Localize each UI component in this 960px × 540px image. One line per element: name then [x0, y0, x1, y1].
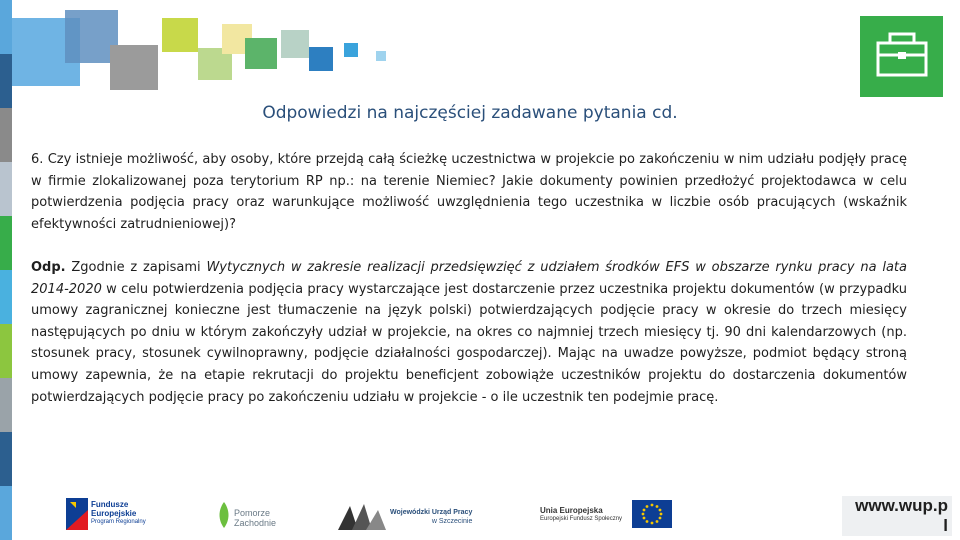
logo-fundusze-europejskie	[66, 496, 176, 534]
briefcase-box	[860, 16, 943, 97]
answer-label: Odp.	[31, 260, 66, 275]
fe-flag-icon	[66, 498, 88, 530]
left-color-strip	[0, 0, 12, 540]
logo1-line1: Fundusze	[91, 500, 129, 509]
logo1-line2: Europejskie	[91, 509, 137, 518]
leaf-icon	[216, 502, 232, 528]
briefcase-icon	[876, 32, 928, 78]
answer-rest: w celu potwierdzenia podjęcia pracy wystarczające jest dostarczenie przez uczestnika projektu dokumentów (w przypadku umowy zagranicznej konieczne jest tłumaczenie na język polski) potwierdzających podjęcie pracy w okresie do trzech miesięcy następujących po dniu w którym zakończyły udział w projekcie, na okres co najmniej trzech miesięcy tj. 90 dni kalendarzowych (np. stosunek pracy, stosunek cywilnoprawny, podjęcie działalności gospodarczej). Mając na uwadze powyższe, podmiot będący stroną umowy zapewnia, że na etapie rekrutacji do projektu beneficjent zobowiąże uczestników projektu do dostarczenia dokumentów potwierdzających podjęcie pracy po zakończeniu udziału w projekcie - o ile uczestnik ten podejmie pracę.	[31, 281, 907, 405]
logo2-line2: Zachodnie	[234, 518, 277, 528]
page-title: Odpowiedzi na najczęściej zadawane pytania cd.	[262, 103, 678, 123]
website-url[interactable]: www.wup.p l	[842, 496, 952, 536]
logo2-line1: Pomorze	[234, 508, 271, 518]
answer-lead: Zgodnie z zapisami	[65, 260, 207, 275]
footer	[0, 492, 960, 540]
logo1-line3: Program Regionalny	[91, 519, 146, 525]
logo-pomorze-zachodnie	[216, 502, 286, 532]
logo3-line2: w Szczecinie	[431, 518, 473, 525]
question-text: 6. Czy istnieje możliwość, aby osoby, które przejdą całą ścieżkę uczestnictwa w projekcie po zakończeniu w nim udziału podjęły pracę w firmie zlokalizowanej poza terytorium RP np.: na terenie Niemiec? Jakie dokumenty powinien przedłożyć projektodawca w celu potwierdzenia podjęcia pracy oraz warunkujące możliwość uwzględnienia tego uczestnika w liczbie osób pracujących (wskaźnik efektywności zatrudnieniowej)?	[31, 152, 907, 232]
logo-unia-europejska	[540, 500, 680, 534]
logo-wup	[338, 500, 483, 532]
logo4-line1: Unia Europejska	[540, 506, 603, 515]
logo3-line1: Wojewódzki Urząd Pracy	[390, 509, 473, 516]
answer-text	[31, 257, 907, 408]
logo4-line2: Europejski Fundusz Społeczny	[540, 516, 623, 522]
answer-italic: Wytycznych w zakresie realizacji przedsięwzięć z udziałem środków EFS w obszarze rynku pracy na lata 2014-2020	[31, 260, 907, 297]
eu-flag-icon	[632, 500, 672, 528]
wup-mark-icon	[338, 500, 386, 530]
